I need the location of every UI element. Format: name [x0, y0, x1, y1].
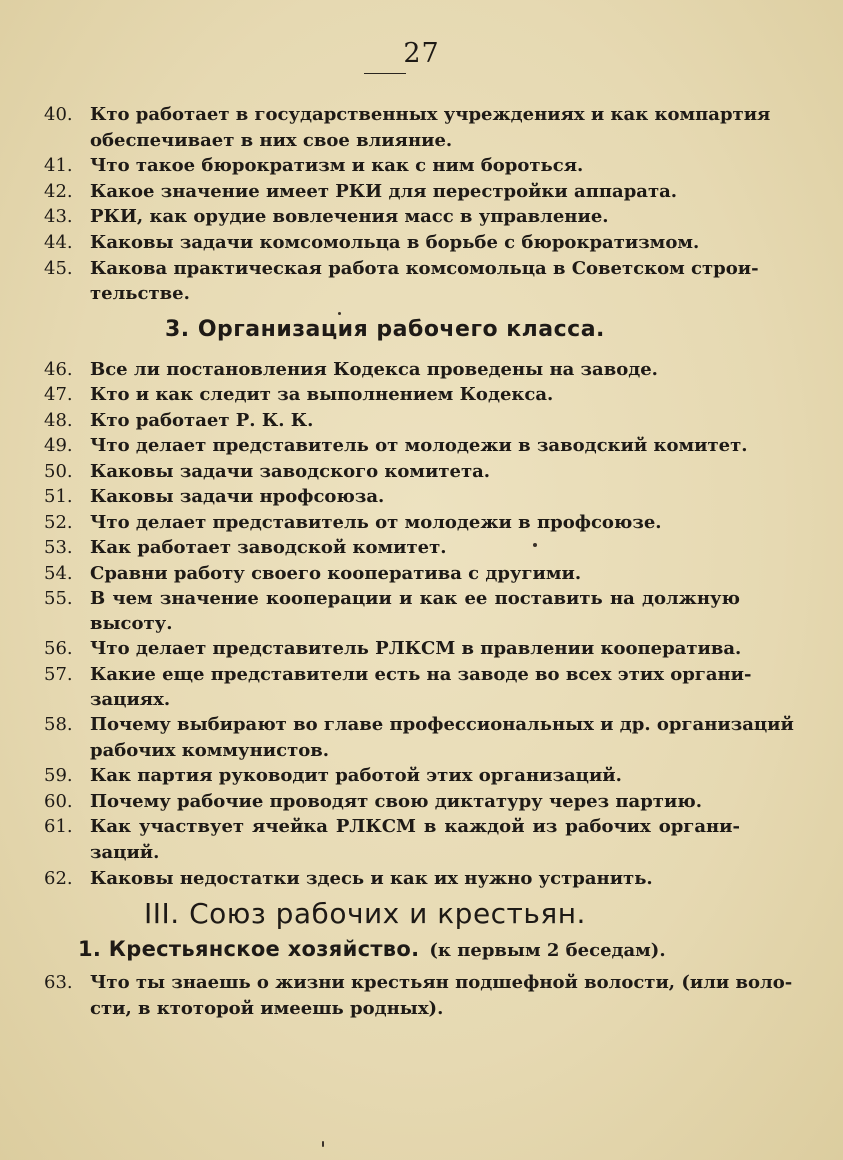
question-item-57	[0, 662, 843, 688]
question-text: Почему выбирают во главе профессиональных и др. организаций	[90, 714, 794, 735]
ink-speck	[322, 1141, 324, 1147]
question-item-60	[0, 789, 843, 815]
question-text: Каковы недостатки здесь и как их нужно устранить.	[90, 868, 653, 889]
ink-speck	[533, 543, 537, 547]
question-number: 47.	[44, 384, 73, 405]
question-text: Что ты знаешь о жизни крестьян подшефной волости, (или воло-	[90, 972, 793, 993]
question-number: 42.	[44, 181, 73, 202]
ink-speck	[338, 312, 341, 315]
question-item-55-cont	[0, 611, 843, 637]
question-text: Как участвует ячейка РЛКСМ в каждой из рабочих органи-	[90, 816, 740, 837]
question-text: Как работает заводской комитет.	[90, 537, 447, 558]
question-text-continued: сти, в ктоторой имеешь родных).	[90, 998, 444, 1019]
question-item-54	[0, 561, 843, 587]
question-text: Что делает представитель РЛКСМ в правлении кооператива.	[90, 638, 742, 659]
question-text-continued: зациях.	[90, 689, 171, 710]
question-text-continued: рабочих коммунистов.	[90, 740, 330, 761]
question-text: Что такое бюрократизм и как с ним бороться.	[90, 155, 584, 176]
question-item-57-cont	[0, 687, 843, 713]
question-item-41	[0, 153, 843, 179]
question-item-53	[0, 535, 843, 561]
question-item-40	[0, 102, 843, 128]
question-item-62	[0, 866, 843, 892]
question-number: 54.	[44, 563, 73, 584]
question-text: Сравни работу своего кооператива с другими.	[90, 563, 582, 584]
question-item-42	[0, 179, 843, 205]
question-number: 45.	[44, 258, 73, 279]
question-number: 40.	[44, 104, 73, 125]
question-item-63-cont	[0, 996, 843, 1022]
question-text: Каковы задачи комсомольца в борьбе с бюрократизмом.	[90, 232, 700, 253]
question-text: Что делает представитель от молодежи в заводский комитет.	[90, 435, 748, 456]
section-1-heading	[78, 937, 666, 961]
question-text: Каковы задачи нрофсоюза.	[90, 486, 385, 507]
question-number: 61.	[44, 816, 73, 837]
question-item-58	[0, 712, 843, 738]
question-number: 41.	[44, 155, 73, 176]
part-3-heading: III. Союз рабочих и крестьян.	[144, 897, 586, 930]
question-text: Какова практическая работа комсомольца в Советском строи-	[90, 258, 759, 279]
question-text: Какие еще представители есть на заводе во всех этих органи-	[90, 664, 752, 685]
question-item-55	[0, 586, 843, 612]
section-3-heading: 3. Организация рабочего класса.	[165, 317, 605, 342]
question-number: 59.	[44, 765, 73, 786]
question-text: Кто работает Р. К. К.	[90, 410, 314, 431]
question-number: 55.	[44, 588, 73, 609]
question-text: Как партия руководит работой этих организаций.	[90, 765, 622, 786]
question-number: 53.	[44, 537, 73, 558]
question-text-continued: обеспечивает в них свое влияние.	[90, 130, 453, 151]
question-text-continued: тельстве.	[90, 283, 190, 304]
question-number: 56.	[44, 638, 73, 659]
question-number: 60.	[44, 791, 73, 812]
question-item-40-cont	[0, 128, 843, 154]
question-number: 57.	[44, 664, 73, 685]
question-number: 52.	[44, 512, 73, 533]
question-number: 63.	[44, 972, 73, 993]
section-1-title: 1. Крестьянское хозяйство.	[78, 937, 420, 961]
question-item-52	[0, 510, 843, 536]
question-number: 51.	[44, 486, 73, 507]
question-item-45-cont	[0, 281, 843, 307]
question-text: Кто работает в государственных учреждениях и как компартия	[90, 104, 771, 125]
question-text-continued: заций.	[90, 842, 160, 863]
question-number: 48.	[44, 410, 73, 431]
question-text: В чем значение кооперации и как ее поставить на должную	[90, 588, 740, 609]
question-text: Какое значение имеет РКИ для перестройки аппарата.	[90, 181, 678, 202]
question-text-continued: высоту.	[90, 613, 173, 634]
question-text: Кто и как следит за выполнением Кодекса.	[90, 384, 554, 405]
question-text: Каковы задачи заводского комитета.	[90, 461, 491, 482]
question-text: Все ли постановления Кодекса проведены на заводе.	[90, 359, 658, 380]
question-item-44	[0, 230, 843, 256]
section-1-note: (к первым 2 беседам).	[429, 940, 666, 961]
question-number: 50.	[44, 461, 73, 482]
question-item-56	[0, 636, 843, 662]
question-item-61	[0, 814, 843, 840]
question-item-63	[0, 970, 843, 996]
question-number: 58.	[44, 714, 73, 735]
question-number: 62.	[44, 868, 73, 889]
question-text: Почему рабочие проводят свою диктатуру через партию.	[90, 791, 703, 812]
question-number: 46.	[44, 359, 73, 380]
page-number-rule	[364, 73, 406, 74]
question-text: РКИ, как орудие вовлечения масс в управление.	[90, 206, 609, 227]
question-item-43	[0, 204, 843, 230]
question-item-49	[0, 433, 843, 459]
question-item-46	[0, 357, 843, 383]
question-item-61-cont	[0, 840, 843, 866]
question-number: 44.	[44, 232, 73, 253]
question-text: Что делает представитель от молодежи в профсоюзе.	[90, 512, 662, 533]
question-item-50	[0, 459, 843, 485]
question-number: 43.	[44, 206, 73, 227]
question-item-58-cont	[0, 738, 843, 764]
question-item-51	[0, 484, 843, 510]
question-item-45	[0, 256, 843, 282]
question-item-47	[0, 382, 843, 408]
question-item-48	[0, 408, 843, 434]
question-item-59	[0, 763, 843, 789]
page-number: 27	[403, 38, 440, 69]
question-number: 49.	[44, 435, 73, 456]
